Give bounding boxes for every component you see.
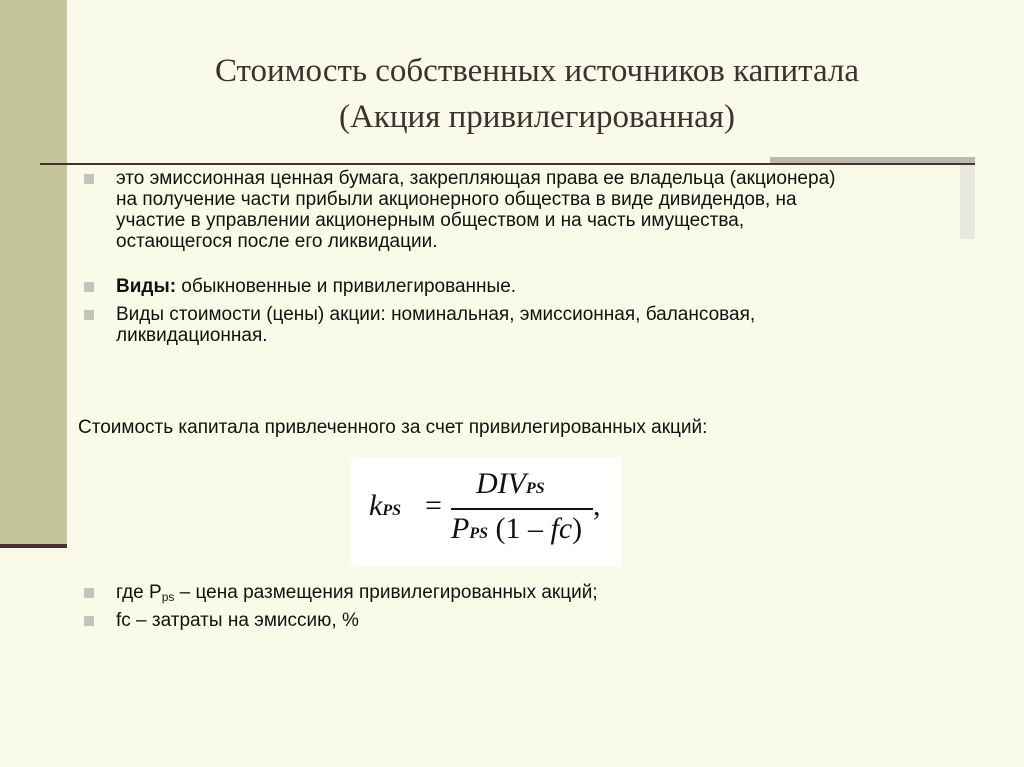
fraction-bar xyxy=(451,508,593,510)
formula-lhs-sub: PS xyxy=(382,502,401,519)
square-bullet-icon xyxy=(84,174,94,184)
bullet-types xyxy=(84,276,984,297)
slide-title xyxy=(67,48,1007,140)
bullet-value-types xyxy=(84,304,984,346)
square-bullet-icon xyxy=(84,310,94,320)
square-bullet-icon xyxy=(84,588,94,598)
types-label: Виды: xyxy=(116,276,177,297)
types-text: обыкновенные и привилегированные. xyxy=(176,276,517,297)
title-line-2: (Акция привилегированная) xyxy=(339,99,735,135)
square-bullet-icon xyxy=(84,616,94,626)
formula-denominator-sub: PS xyxy=(469,525,488,542)
formula-comma: , xyxy=(593,489,601,522)
formula-lhs: kPS xyxy=(369,489,401,522)
bullet-definition xyxy=(84,168,984,252)
note-pps: где Pps – цена размещения привилегированных акций; xyxy=(84,582,984,608)
formula-image xyxy=(351,457,621,567)
fc-text: fc – затраты на эмиссию, % xyxy=(116,610,359,631)
definition-line: участие в управлении акционерным обществом и на часть имущества, xyxy=(116,210,745,231)
left-band-edge xyxy=(0,544,67,548)
formula-numerator: DIVPS xyxy=(476,467,545,500)
left-accent-band xyxy=(0,0,67,547)
definition-line: на получение части прибыли акционерного общества в виде дивидендов, на xyxy=(116,189,797,210)
pps-subscript: ps xyxy=(161,590,175,604)
square-bullet-icon xyxy=(84,282,94,292)
note-fc xyxy=(84,610,984,631)
value-types-line: ликвидационная. xyxy=(116,325,268,346)
value-types-line: Виды стоимости (цены) акции: номинальная, эмиссионная, балансовая, xyxy=(116,304,756,325)
formula-equals: = xyxy=(425,489,442,522)
capital-cost-line: Стоимость капитала привлеченного за счет привилегированных акций: xyxy=(78,417,708,438)
header-rule xyxy=(40,163,975,165)
definition-line: остающегося после его ликвидации. xyxy=(116,231,438,252)
formula-numerator-sub: PS xyxy=(525,480,545,497)
title-line-1: Стоимость собственных источников капитала xyxy=(214,53,860,89)
definition-line: это эмиссионная ценная бумага, закрепляющая права ее владельца (акционера) xyxy=(116,168,836,189)
formula-denominator: PPS (1 – fc) xyxy=(451,512,583,545)
